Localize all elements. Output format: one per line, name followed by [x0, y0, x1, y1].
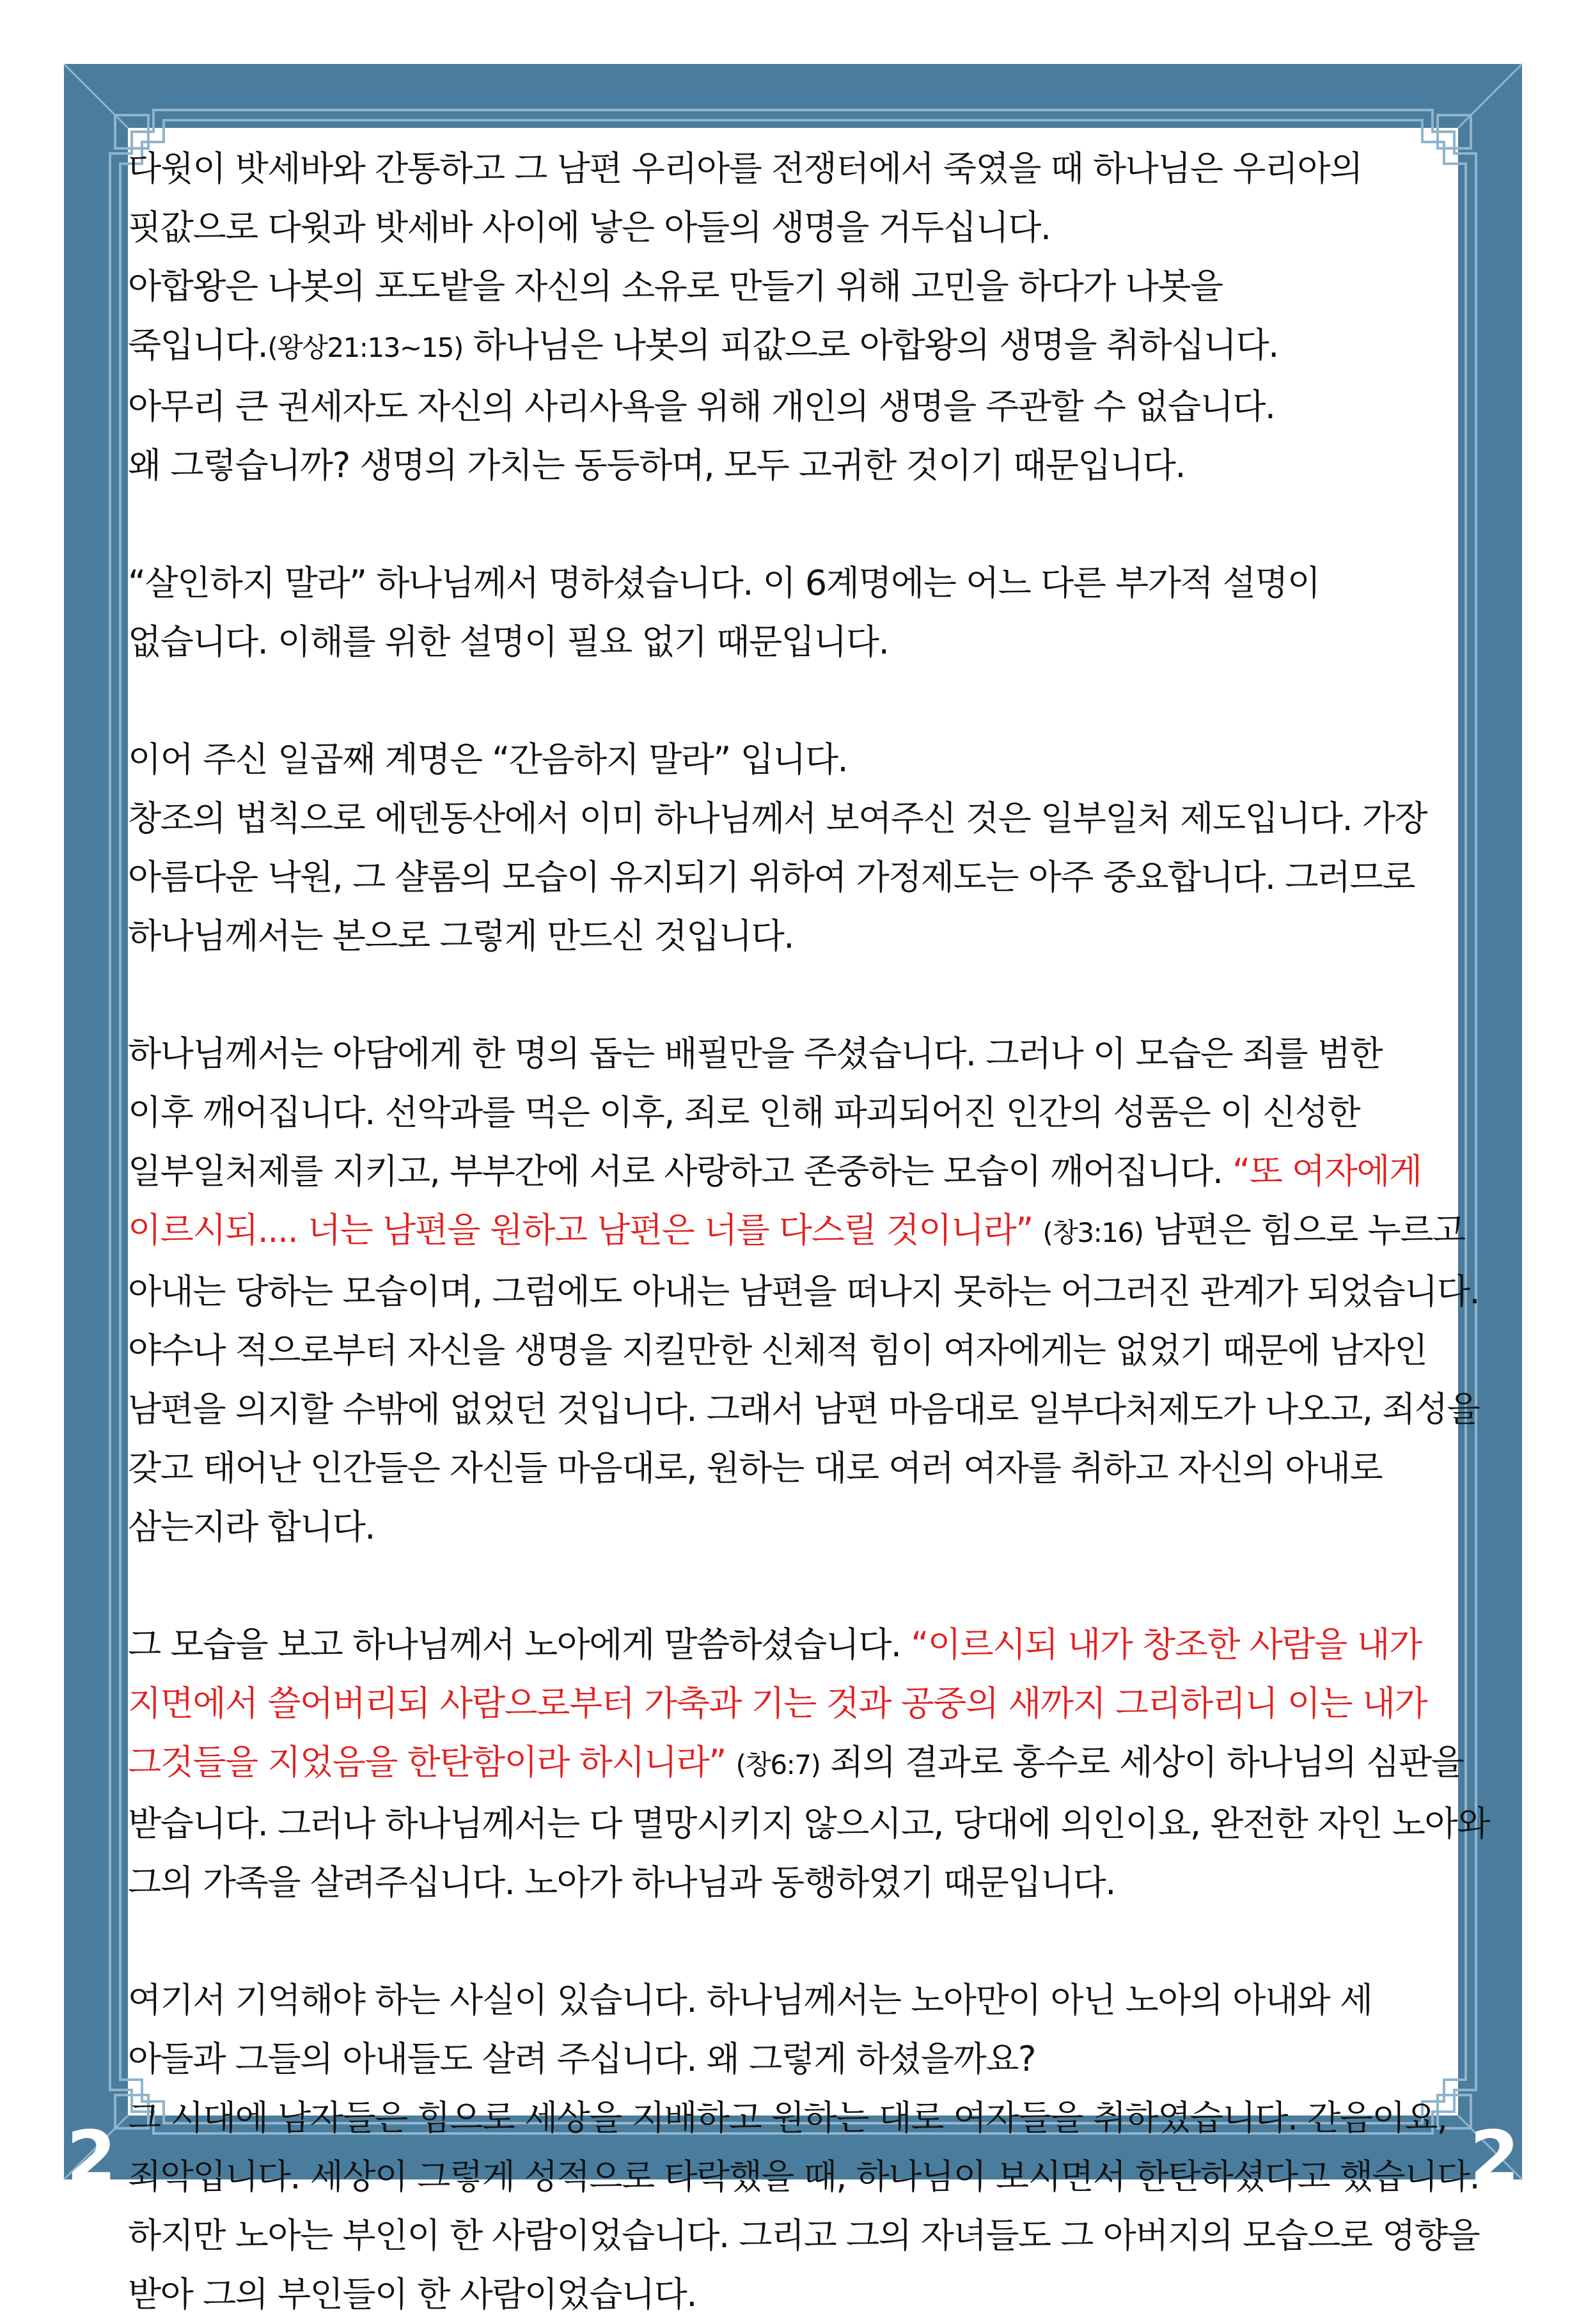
text-segment: 일부일처제를 지키고, 부부간에 서로 사랑하고 존중하는 모습이 깨어집니다. [128, 1151, 1233, 1191]
text-line [128, 848, 1458, 907]
text-line [128, 316, 1458, 377]
text-line [128, 1201, 1465, 1262]
scripture-reference: (창6:7) [735, 1749, 820, 1780]
text-segment: 그의 가족을 살려주십니다. 노아가 하나님과 동행하였기 때문입니다. [128, 1862, 1115, 1903]
text-segment: 여기서 기억해야 하는 사실이 있습니다. 하나님께서는 노아만이 아닌 노아의 아내와 세 [128, 1980, 1372, 2020]
text-segment: 죄의 결과로 홍수로 세상이 하나님의 심판을 [820, 1742, 1464, 1782]
scripture-quote: 지면에서 쓸어버리되 사람으로부터 가축과 기는 것과 공중의 새까지 그리하리니 이는 내가 [128, 1683, 1427, 1723]
text-segment: 아름다운 낙원, 그 샬롬의 모습이 유지되기 위하여 가정제도는 아주 중요합니다. 그러므로 [128, 857, 1415, 897]
page-number-left: 2 [67, 2116, 116, 2199]
paragraph [128, 139, 1458, 495]
text-segment: 없습니다. 이해를 위한 설명이 필요 없기 때문입니다. [128, 622, 889, 662]
text-line [128, 377, 1458, 436]
body-text [128, 139, 1489, 2324]
page-number-right: 2 [1470, 2116, 1519, 2199]
text-segment: 야수나 적으로부터 자신을 생명을 지킬만한 신체적 힘이 여자에게는 없었기 때문에 남자인 [128, 1330, 1427, 1370]
text-segment: 핏값으로 다윗과 밧세바 사이에 낳은 아들의 생명을 거두십니다. [128, 207, 1051, 247]
scripture-quote: 그것들을 지었음을 한탄함이라 하시니라” [128, 1742, 726, 1782]
text-segment: 아내는 당하는 모습이며, 그럼에도 아내는 남편을 떠나지 못하는 어그러진 관계가 되었습니다. [128, 1271, 1480, 1312]
text-line [128, 1853, 1458, 1912]
text-line [128, 257, 1458, 316]
text-segment: 왜 그렇습니까? 생명의 가치는 동등하며, 모두 고귀한 것이기 때문입니다. [128, 445, 1186, 485]
text-line [128, 1674, 1458, 1733]
text-segment: 그 모습을 보고 하나님께서 노아에게 말씀하셨습니다. [128, 1624, 911, 1665]
text-line [128, 139, 1458, 198]
text-line [128, 198, 1458, 257]
paragraph [128, 1025, 1480, 1557]
text-segment [726, 1742, 736, 1782]
text-segment: 다윗이 밧세바와 간통하고 그 남편 우리아를 전쟁터에서 죽였을 때 하나님은 우리아의 [128, 148, 1362, 189]
text-segment: 하나님께서는 아담에게 한 명의 돕는 배필만을 주셨습니다. 그러나 이 모습은 죄를 범한 [128, 1033, 1383, 1074]
text-line [128, 554, 1458, 613]
text-segment: 아합왕은 나봇의 포도밭을 자신의 소유로 만들기 위해 고민을 하다가 나봇을 [128, 266, 1223, 306]
text-segment: 남편을 의지할 수밖에 없었던 것입니다. 그래서 남편 마음대로 일부다처제도가 나오고, 죄성을 [128, 1389, 1480, 1429]
scripture-quote: “이르시되 내가 창조한 사람을 내가 [911, 1624, 1422, 1665]
text-segment: 아들과 그들의 아내들도 살려 주십니다. 왜 그렇게 하셨을까요? [128, 2039, 1036, 2079]
text-line [128, 1142, 1458, 1201]
text-segment: “살인하지 말라” 하나님께서 명하셨습니다. 이 6계명에는 어느 다른 부가적 설명이 [128, 563, 1320, 603]
text-line [128, 1794, 1489, 1853]
paragraph [128, 1615, 1489, 1912]
text-segment: 창조의 법칙으로 에덴동산에서 이미 하나님께서 보여주신 것은 일부일처 제도입니다. 가장 [128, 798, 1427, 838]
text-line [128, 2206, 1480, 2265]
text-line [128, 2147, 1480, 2206]
text-segment: 하나님은 나봇의 피값으로 아합왕의 생명을 취하십니다. [462, 325, 1278, 365]
text-line [128, 907, 1458, 966]
scripture-quote: 이르시되.... 너는 남편을 원하고 남편은 너를 다스릴 것이니라” [128, 1210, 1033, 1250]
text-segment: 남편은 힘으로 누르고 [1143, 1210, 1465, 1250]
text-segment: 갖고 태어난 인간들은 자신들 마음대로, 원하는 대로 여러 여자를 취하고 자신의 아내로 [128, 1448, 1383, 1488]
text-line [128, 1083, 1458, 1142]
text-segment [1033, 1210, 1043, 1250]
text-line [128, 1615, 1458, 1674]
text-line [128, 1262, 1480, 1321]
text-segment: 받습니다. 그러나 하나님께서는 다 멸망시키지 않으시고, 당대에 의인이요, 완전한 자인 노아와 [128, 1803, 1489, 1844]
text-line [128, 1498, 1458, 1557]
text-line [128, 1380, 1480, 1439]
text-line [128, 2265, 1458, 2324]
text-segment: 아무리 큰 권세자도 자신의 사리사욕을 위해 개인의 생명을 주관할 수 없습니다. [128, 386, 1275, 427]
text-segment: 삼는지라 합니다. [128, 1507, 375, 1547]
paragraph [128, 554, 1458, 671]
text-line [128, 1321, 1458, 1380]
text-segment: 하나님께서는 본으로 그렇게 만드신 것입니다. [128, 916, 794, 956]
text-segment: 받아 그의 부인들이 한 사람이었습니다. [128, 2274, 696, 2314]
text-line [128, 730, 1458, 789]
text-line [128, 2089, 1458, 2147]
text-line [128, 1971, 1458, 2030]
text-line [128, 1733, 1464, 1794]
text-line [128, 613, 1458, 671]
text-line [128, 1025, 1458, 1083]
text-line [128, 789, 1458, 848]
text-segment: 그 시대에 남자들은 힘으로 세상을 지배하고 원하는 대로 여자들을 취하였습니다. 간음이요, [128, 2098, 1447, 2138]
text-segment: 죄악입니다. 세상이 그렇게 성적으로 타락했을 때, 하나님이 보시면서 한탄하셨다고 했습니다. [128, 2156, 1480, 2197]
text-line [128, 2030, 1458, 2089]
text-segment: 하지만 노아는 부인이 한 사람이었습니다. 그리고 그의 자녀들도 그 아버지의 모습으로 영향을 [128, 2215, 1480, 2256]
paragraph [128, 1971, 1480, 2324]
text-segment: 이후 깨어집니다. 선악과를 먹은 이후, 죄로 인해 파괴되어진 인간의 성품은 이 신성한 [128, 1092, 1360, 1133]
text-segment: 죽입니다. [128, 325, 268, 365]
text-line [128, 1439, 1458, 1498]
paragraph [128, 730, 1458, 966]
scripture-reference: (왕상21:13~15) [267, 332, 463, 363]
text-segment: 이어 주신 일곱째 계명은 “간음하지 말라” 입니다. [128, 739, 848, 780]
text-line [128, 436, 1458, 495]
scripture-reference: (창3:16) [1042, 1217, 1143, 1248]
scripture-quote: “또 여자에게 [1232, 1151, 1422, 1191]
